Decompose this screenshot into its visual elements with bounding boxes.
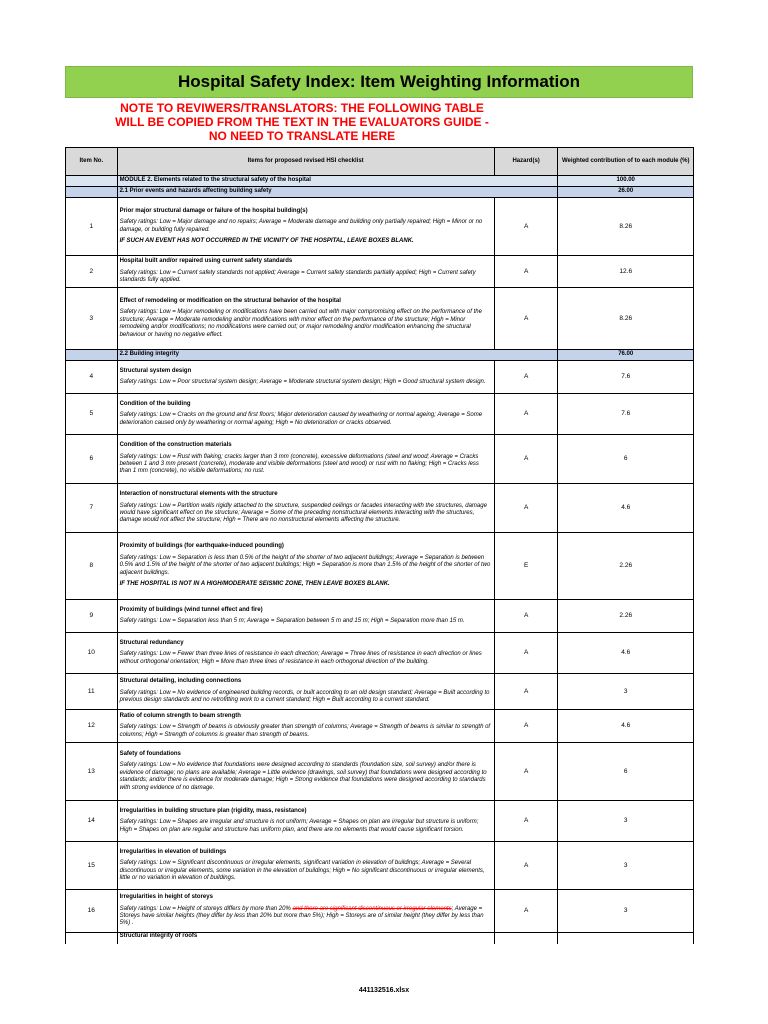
safety-ratings-text: Safety ratings: Low = Height of storeys differs by more than 20% [119, 905, 293, 912]
safety-ratings [120, 906, 492, 928]
hazard-cell: A [494, 361, 558, 394]
weight-cell: 8.26 [558, 198, 694, 256]
item-description [117, 842, 494, 890]
note-line: WILL BE COPIED FROM THE TEXT IN THE EVALUATORS GUIDE - [115, 115, 489, 129]
item-number: 4 [66, 361, 118, 394]
table-row [66, 633, 694, 674]
section-weight: 76.00 [558, 350, 694, 361]
item-title: Condition of the construction materials [119, 442, 232, 449]
note-line: NOTE TO REVIWERS/TRANSLATORS: THE FOLLOWING TABLE [120, 101, 484, 115]
weight-cell: 7.6 [558, 394, 694, 435]
item-description [117, 600, 494, 633]
safety-ratings: Safety ratings: Low = Strength of beams is obviously greater than strength of columns; Average = Strength of beams is similar to strength of columns; High = Strength of columns is greater than strength of beams. [119, 724, 491, 738]
weight-cell: 4.6 [558, 633, 694, 674]
file-name-footer: 441132516.xlsx [358, 987, 410, 994]
item-title: Interaction of nonstructural elements with the structure [119, 491, 278, 498]
item-description [117, 435, 494, 484]
weight-cell [558, 933, 694, 945]
table-row [66, 435, 694, 484]
item-number: 9 [66, 600, 118, 633]
section-label: 2.2 Building integrity [117, 350, 558, 361]
item-description [117, 890, 494, 933]
item-description [117, 394, 494, 435]
hazard-cell: A [494, 484, 558, 533]
safety-ratings-text: ; Average = Storeys have similar heights (they differ by less than 20% but more than 5%); High = Storeys are of similar height (they differ by less than 5%) . [119, 905, 484, 927]
safety-ratings: Safety ratings: Low = Poor structural system design; Average = Moderate structural system design; High = Good structural system design. [119, 379, 486, 385]
item-title: Safety of foundations [119, 750, 181, 757]
item-title: Structural redundancy [119, 639, 184, 646]
module-weight: 100.00 [558, 176, 694, 187]
item-number: 15 [66, 842, 118, 890]
item-title: Irregularities in height of storeys [119, 894, 213, 901]
weight-cell: 4.6 [558, 710, 694, 743]
item-title: Effect of remodeling or modification on the structural behavior of the hospital [119, 297, 341, 304]
note-line: NO NEED TO TRANSLATE HERE [208, 129, 396, 143]
section-row [66, 187, 694, 198]
hazard-cell: A [494, 435, 558, 484]
item-number: 3 [66, 288, 118, 350]
table-row [66, 743, 694, 801]
item-description [117, 801, 494, 842]
safety-ratings: Safety ratings: Low = Current safety standards not applied; Average = Current safety standards partially applied; High = Current safety standards fully applied. [119, 269, 476, 284]
item-number: 7 [66, 484, 118, 533]
item-description [117, 743, 494, 801]
item-title: Ratio of column strength to beam strength [119, 712, 241, 719]
item-title: Prior major structural damage or failure of the hospital building(s) [119, 207, 308, 214]
hazard-cell: A [494, 743, 558, 801]
item-number: 13 [66, 743, 118, 801]
safety-ratings: Safety ratings: Low = Major damage and no repairs; Average = Moderate damage and building only partially repaired; High = Minor or no damage, or building fully repaired. [119, 219, 483, 233]
module-row [66, 176, 694, 187]
hazard-cell: A [494, 256, 558, 288]
item-description [117, 256, 494, 288]
hazard-cell: A [494, 842, 558, 890]
weight-cell: 3 [558, 842, 694, 890]
hazard-cell: A [494, 674, 558, 710]
header-hazard: Hazard(s) [494, 148, 558, 176]
table-row [66, 933, 694, 945]
hazard-cell: A [494, 633, 558, 674]
table-row [66, 674, 694, 710]
hazard-cell [494, 933, 558, 945]
page-title: Hospital Safety Index: Item Weighting Information [65, 66, 693, 98]
weight-cell: 3 [558, 801, 694, 842]
item-description [117, 361, 494, 394]
blank-instruction: IF SUCH AN EVENT HAS NOT OCCURRED IN THE VICINITY OF THE HOSPITAL, LEAVE BOXES BLANK. [119, 237, 414, 244]
safety-ratings: Safety ratings: Low = Fewer than three lines of resistance in each direction; Average = Three lines of resistance in each direction or lines without orthogonal orientation; High = More than three lines of resistance in each orthogonal direction of the building. [119, 651, 482, 665]
weight-cell: 3 [558, 890, 694, 933]
safety-ratings: Safety ratings: Low = Separation is less than 0.5% of the height of the shorter of two adjacent buildings; Average = Separation is between 0.5% and 1.5% of the height of the shorter of two adjacent buildings; High = Separation is more than 1.5% of the height of the shorter of two adjacent buildings. [119, 554, 491, 576]
item-number: 6 [66, 435, 118, 484]
weight-cell: 6 [558, 435, 694, 484]
weight-cell: 3 [558, 674, 694, 710]
table-row [66, 710, 694, 743]
weight-cell: 8.26 [558, 288, 694, 350]
item-number: 11 [66, 674, 118, 710]
item-number [66, 933, 118, 945]
item-description [117, 633, 494, 674]
weight-cell: 2.26 [558, 600, 694, 633]
table-row [66, 361, 694, 394]
item-description [117, 533, 494, 600]
item-number: 14 [66, 801, 118, 842]
weight-cell: 6 [558, 743, 694, 801]
item-description [117, 288, 494, 350]
weight-cell: 4.6 [558, 484, 694, 533]
table-row [66, 198, 694, 256]
item-description [117, 674, 494, 710]
item-weighting-table [65, 147, 694, 944]
item-number: 12 [66, 710, 118, 743]
safety-ratings: Safety ratings: Low = Rust with flaking; cracks larger than 3 mm (concrete), excessive deformations (steel and wood; Average = Cracks between 1 and 3 mm present (concrete), moderate and visible deformations (steel and wood) or rust with no flaking; High = Cracks less than 1 mm (concrete), no visible deformations; no rust. [119, 453, 479, 475]
hazard-cell: E [494, 533, 558, 600]
hazard-cell: A [494, 198, 558, 256]
safety-ratings: Safety ratings: Low = Major remodeling or modifications have been carried out with major compromising effect on the performance of the structure; Average = Moderate remodeling and/or modifications with minor effect on the performance of the structure; High = Minor remodeling and/or modifications; no modifications were carried out; or major remodeling and/or modification enhancing the structural behaviour or having no negative effect. [119, 309, 482, 338]
table-row [66, 256, 694, 288]
item-title: Structural integrity of roofs [119, 933, 198, 939]
section-weight: 26.00 [558, 187, 694, 198]
safety-ratings: Safety ratings: Low = Cracks on the ground and first floors; Major deterioration caused by weathering or normal ageing; Average = Some deterioration caused only by weathering or normal ageing; High = No deterioration or cracks observed. [119, 412, 483, 426]
item-description [117, 933, 494, 945]
section-row [66, 350, 694, 361]
table-header-row [66, 148, 694, 176]
weight-cell: 12.6 [558, 256, 694, 288]
hazard-cell: A [494, 801, 558, 842]
safety-ratings: Safety ratings: Low = Shapes are irregular and structure is not uniform; Average = Shapes on plan are irregular but structure is uniform; High = Shapes on plan are regular and structure has uniform plan, and there are no elements that would cause significant torsion. [119, 819, 479, 833]
table-row [66, 600, 694, 633]
hazard-cell: A [494, 600, 558, 633]
item-description [117, 198, 494, 256]
table-row [66, 842, 694, 890]
item-title: Irregularities in elevation of buildings [119, 848, 227, 855]
item-title: Hospital built and/or repaired using current safety standards [119, 258, 293, 265]
item-title: Condition of the building [119, 400, 191, 407]
header-item-no: Item No. [66, 148, 118, 176]
item-title: Irregularities in building structure plan (rigidity, mass, resistance) [119, 807, 307, 814]
item-number: 1 [66, 198, 118, 256]
table-row [66, 288, 694, 350]
item-number: 2 [66, 256, 118, 288]
table-row [66, 890, 694, 933]
item-number: 5 [66, 394, 118, 435]
table-row [66, 394, 694, 435]
module-label: MODULE 2. Elements related to the structural safety of the hospital [117, 176, 558, 187]
section-label: 2.1 Prior events and hazards affecting building safety [117, 187, 558, 198]
item-description [117, 484, 494, 533]
item-description [117, 710, 494, 743]
safety-ratings: Safety ratings: Low = Partition walls rigidly attached to the structure, suspended ceilings or facades interacting with the structures, damage would have significant effect on the structure; Average = Some of the preceding nonstructural elements interacting with the structures, damage would not affect the structure; High = There are no nonstructural elements affecting the structure. [119, 502, 487, 524]
item-title: Structural system design [119, 367, 192, 374]
weight-cell: 2.26 [558, 533, 694, 600]
table-row [66, 801, 694, 842]
hazard-cell: A [494, 710, 558, 743]
struck-text: and there are significant discontinuous or irregular elements [292, 905, 452, 912]
safety-ratings: Safety ratings: Low = No evidence of engineered building records, or built according to an old design standard; Average = Built according to previous design standards and no retrofitting work to a current standard; High = Built according to a current standard. [119, 689, 490, 704]
hazard-cell: A [494, 890, 558, 933]
item-title: Proximity of buildings (wind tunnel effect and fire) [119, 606, 263, 613]
table-row [66, 533, 694, 600]
header-weight: Weighted contribution of to each module (%) [558, 148, 694, 176]
translator-note [65, 101, 539, 143]
hazard-cell: A [494, 394, 558, 435]
safety-ratings: Safety ratings: Low = Separation less than 5 m; Average = Separation between 5 m and 15 m; High = Separation more than 15 m. [119, 618, 465, 624]
safety-ratings: Safety ratings: Low = No evidence that foundations were designed according to standards (foundation size, soil survey) and/or there is evidence of damage; no plans are available; Average = Little evidence (drawings, soil survey) that foundations were designed according to standards; and/or there is evidence for moderate damage; High = Strong evidence that foundations were designed according to standards with strong evidence of no damage. [119, 762, 487, 791]
item-number: 16 [66, 890, 118, 933]
item-number: 8 [66, 533, 118, 600]
item-title: Proximity of buildings (for earthquake-induced pounding) [119, 543, 284, 550]
item-number: 10 [66, 633, 118, 674]
weight-cell: 7.6 [558, 361, 694, 394]
item-title: Structural detailing, including connections [119, 678, 242, 685]
header-items: Items for proposed revised HSI checklist [117, 148, 494, 176]
safety-ratings: Safety ratings: Low = Significant discontinuous or irregular elements, significant variation in elevation of buildings; Average = Several discontinuous or irregular elements, some variation in the elevation of buildings; High = No significant discontinuous or irregular elements, little or no variation in elevation of buildings. [119, 860, 485, 881]
blank-instruction: IF THE HOSPITAL IS NOT IN A HIGH/MODERATE SEISMIC ZONE, THEN LEAVE BOXES BLANK. [119, 581, 390, 588]
hazard-cell: A [494, 288, 558, 350]
table-row [66, 484, 694, 533]
